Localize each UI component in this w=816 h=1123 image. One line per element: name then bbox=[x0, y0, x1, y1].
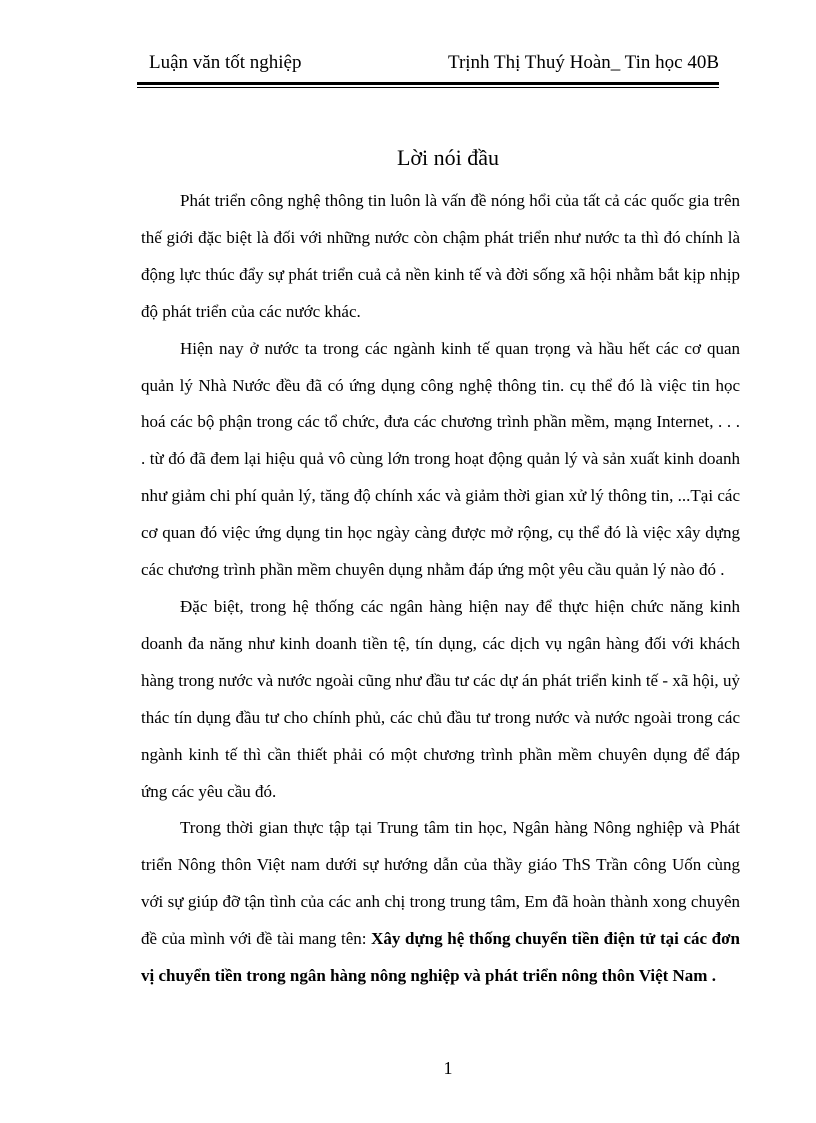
paragraph-1: Phát triển công nghệ thông tin luôn là vấn đề nóng hổi của tất cả các quốc gia trên thế giới đặc biệt là đối với những nước còn chậm phát triển như nước ta thì đó chính là động lực thúc đẩy sự phát triển cuả cả nền kinh tế và đời sống xã hội nhằm bắt kịp nhịp độ phát triển của các nước khác. bbox=[141, 191, 740, 321]
body-text bbox=[141, 183, 740, 995]
paragraph-4 bbox=[141, 810, 740, 995]
paragraph-4-text: Trong thời gian thực tập tại Trung tâm tin học, Ngân hàng Nông nghiệp và Phát triển Nông thôn Việt nam dưới sự hướng dẫn của thầy giáo ThS Trần công Uốn cùng với sự giúp đỡ tận tình của các anh chị trong trung tâm, Em đã hoàn thành xong chuyên đề của mình với đề tài mang tên: bbox=[141, 818, 740, 949]
paragraph-2: Hiện nay ở nước ta trong các ngành kinh tế quan trọng và hầu hết các cơ quan quản lý Nhà Nước đều đã có ứng dụng công nghệ thông tin. cụ thể đó là việc tin học hoá các bộ phận trong các tổ chức, đưa các chương trình phần mềm, mạng Internet, . . . . từ đó đã đem lại hiệu quả vô cùng lớn trong hoạt động quản lý và sản xuất kinh doanh như giảm chi phí quản lý, tăng độ chính xác và giảm thời gian xử lý thông tin, ...Tại các cơ quan đó việc ứng dụng tin học ngày càng được mở rộng, cụ thể đó là việc xây dựng các chương trình phần mềm chuyên dụng nhằm đáp ứng một yêu cầu quản lý nào đó . bbox=[141, 338, 740, 580]
header-rule-thick bbox=[137, 82, 719, 85]
header-left-text: Luận văn tốt nghiệp bbox=[149, 52, 302, 73]
page-number: 1 bbox=[443, 1058, 453, 1078]
thesis-topic: Xây dựng hệ thống chuyển tiền điện tử tại các đơn vị chuyển tiền trong ngân hàng nông nghiệp và phát triển nông thôn Việt Nam . bbox=[141, 929, 741, 986]
header-right-text: Trịnh Thị Thuý Hoàn_ Tin học 40B bbox=[448, 52, 719, 73]
page-header bbox=[137, 52, 719, 88]
header-rule-thin bbox=[137, 87, 719, 88]
paragraph-3: Đặc biệt, trong hệ thống các ngân hàng hiện nay để thực hiện chức năng kinh doanh đa năng như kinh doanh tiền tệ, tín dụng, các dịch vụ ngân hàng đối với khách hàng trong nước và nước ngoài cũng như đầu tư các dự án phát triển kinh tế - xã hội, uỷ thác tín dụng đầu tư cho chính phủ, các chủ đầu tư trong nước và nước ngoài trong các ngành kinh tế thì cần thiết phải có một chương trình phần mềm chuyên dụng để đáp ứng các yêu cầu đó. bbox=[141, 596, 740, 801]
page-title: Lời nói đầu bbox=[396, 145, 500, 170]
